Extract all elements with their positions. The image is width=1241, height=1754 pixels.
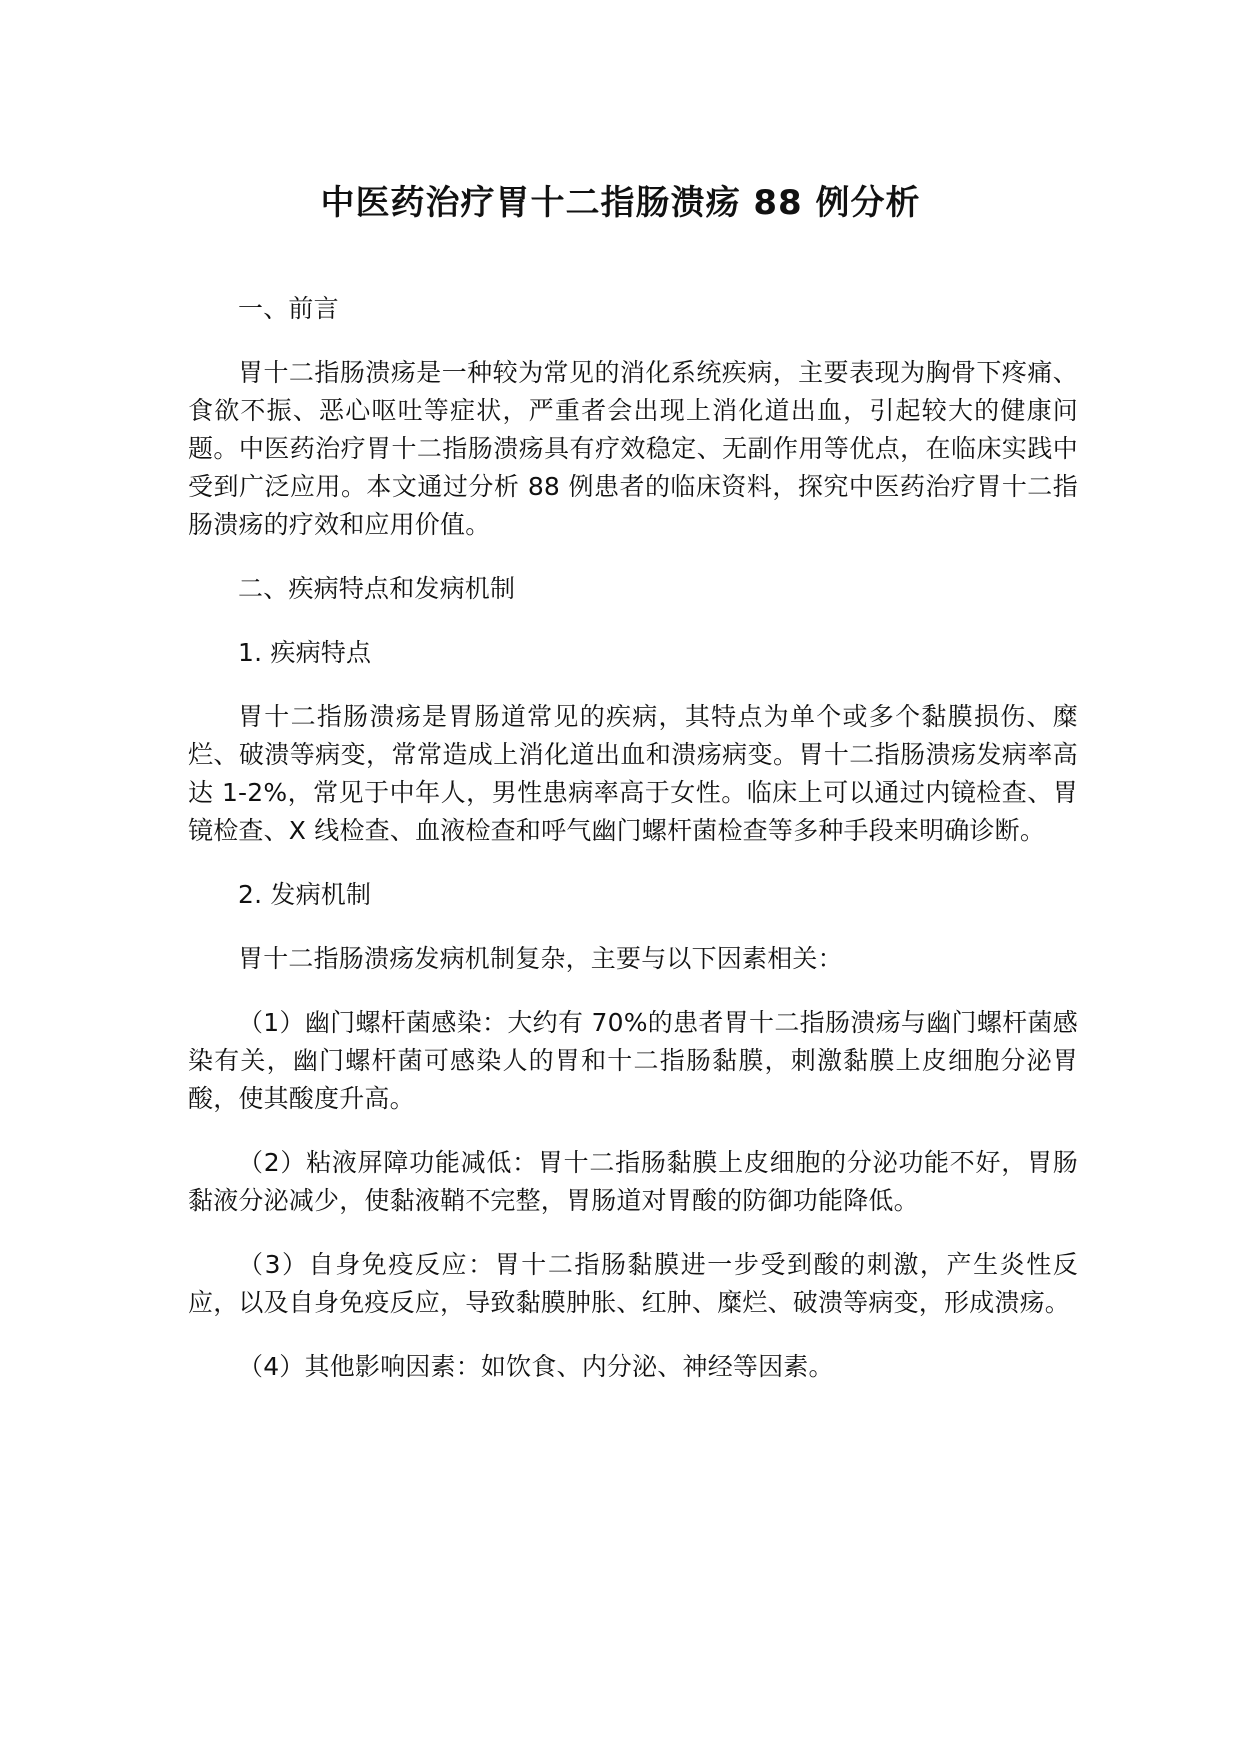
document-body <box>188 290 1078 1412</box>
document-title: 中医药治疗胃十二指肠溃疡 88 例分析 <box>320 183 921 223</box>
paragraph-preface: 胃十二指肠溃疡是一种较为常见的消化系统疾病，主要表现为胸骨下疼痛、食欲不振、恶心呕吐等症状，严重者会出现上消化道出血，引起较大的健康问题。中医药治疗胃十二指肠溃疡具有疗效稳定、无副作用等优点，在临床实践中受到广泛应用。本文通过分析 88 例患者的临床资料，探究中医药治疗胃十二指肠溃疡的疗效和应用价值。 <box>188 358 1078 539</box>
section-heading-preface: 一、前言 <box>238 294 339 323</box>
list-item-factor-4: （4）其他影响因素：如饮食、内分泌、神经等因素。 <box>238 1352 834 1381</box>
subsection-heading-features: 1. 疾病特点 <box>238 638 372 667</box>
subsection-heading-mechanism: 2. 发病机制 <box>238 880 372 909</box>
list-item-factor-3: （3）自身免疫反应：胃十二指肠黏膜进一步受到酸的刺激，产生炎性反应，以及自身免疫反应，导致黏膜肿胀、红肿、糜烂、破溃等病变，形成溃疡。 <box>188 1250 1078 1317</box>
paragraph-features: 胃十二指肠溃疡是胃肠道常见的疾病，其特点为单个或多个黏膜损伤、糜烂、破溃等病变，常常造成上消化道出血和溃疡病变。胃十二指肠溃疡发病率高达 1-2%，常见于中年人，男性患病率高于女性。临床上可以通过内镜检查、胃镜检查、X 线检查、血液检查和呼气幽门螺杆菌检查等多种手段来明确诊断。 <box>188 702 1078 845</box>
paragraph-mechanism-intro: 胃十二指肠溃疡发病机制复杂，主要与以下因素相关： <box>238 944 843 973</box>
list-item-factor-1: （1）幽门螺杆菌感染：大约有 70%的患者胃十二指肠溃疡与幽门螺杆菌感染有关，幽门螺杆菌可感染人的胃和十二指肠黏膜，刺激黏膜上皮细胞分泌胃酸，使其酸度升高。 <box>188 1008 1078 1113</box>
list-item-factor-2: （2）粘液屏障功能减低：胃十二指肠黏膜上皮细胞的分泌功能不好，胃肠黏液分泌减少，使黏液鞘不完整，胃肠道对胃酸的防御功能降低。 <box>188 1148 1078 1215</box>
section-heading-features: 二、疾病特点和发病机制 <box>238 574 516 603</box>
